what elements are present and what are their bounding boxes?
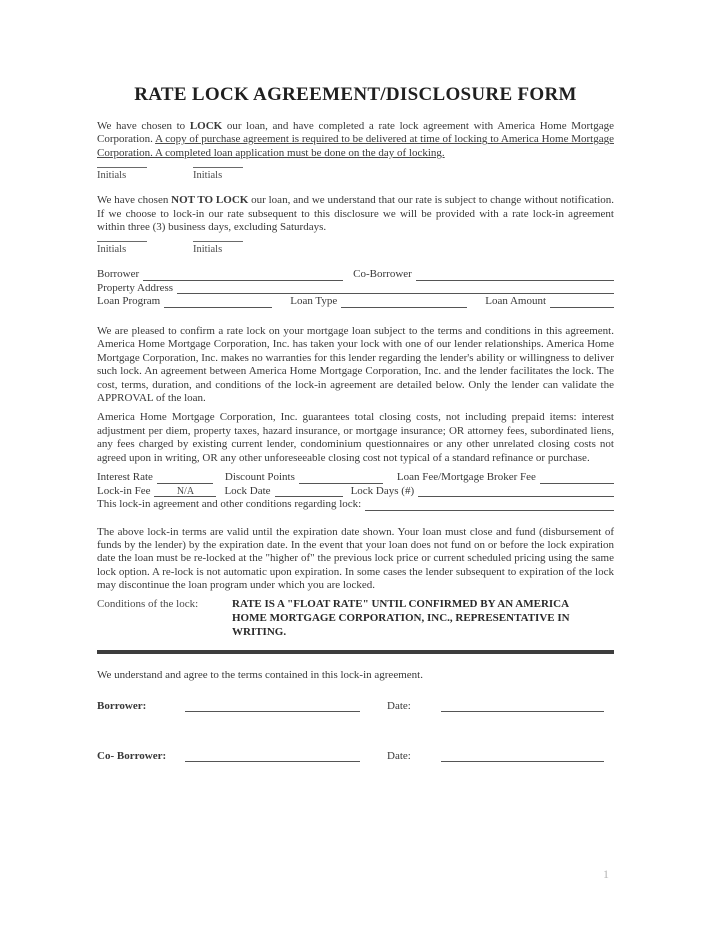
co-borrower-date-line	[441, 751, 604, 762]
co-borrower-signature-line	[185, 751, 360, 762]
rate-terms-row	[97, 471, 614, 484]
page-number: 1	[603, 867, 609, 881]
lock-paragraph-mid: our loan, and have completed a rate lock agreement with America Home Mortgage Corporation.	[97, 120, 614, 146]
other-conditions-label: This lock-in agreement and other conditions regarding lock:	[97, 498, 362, 510]
loan-info-row	[97, 295, 614, 308]
lock-date-blank-line	[275, 486, 343, 497]
paragraph-closing-costs: America Home Mortgage Corporation, Inc. guarantees total closing costs, not including prepaid items: interest adjustment per diem, property taxes, hazard insurance, or mortgage insurance; OR attorney fees, subordinated liens, any fees charged by existing current lender, condominium questionnaires or any other unrelated closing costs not agreed upon in writing, OR any other unforeseeable closing cost not typical of a standard refinance or purchase.	[97, 411, 614, 464]
initials-label: Initials	[193, 170, 223, 182]
property-address-row	[97, 282, 614, 295]
conditions-of-lock-text: RATE IS A "FLOAT RATE" UNTIL CONFIRMED BY AN AMERICA HOME MORTGAGE CORPORATION, INC., REPRESENTATIVE IN WRITING.	[232, 597, 570, 638]
borrower-signature-label: Borrower:	[97, 699, 147, 712]
loan-amount-label: Loan Amount	[485, 295, 547, 308]
lock-paragraph-pre: We have chosen to	[97, 120, 190, 132]
lock-in-fee-label: Lock-in Fee	[97, 484, 151, 497]
borrower-blank-line	[143, 270, 343, 281]
interest-rate-blank-line	[157, 473, 213, 484]
initials-label: Initials	[193, 244, 223, 256]
paragraph-not-lock-choice	[97, 194, 614, 234]
co-borrower-signature-label: Co- Borrower:	[97, 749, 167, 762]
discount-points-blank-line	[299, 473, 383, 484]
loan-amount-blank-line	[550, 297, 614, 308]
initials-field	[193, 167, 243, 181]
interest-rate-label: Interest Rate	[97, 471, 153, 483]
initials-field	[97, 241, 147, 255]
lock-keyword: LOCK	[189, 120, 223, 132]
property-address-label: Property Address	[97, 281, 174, 294]
co-borrower-signature-row	[97, 750, 614, 762]
discount-points-label: Discount Points	[224, 471, 295, 483]
paragraph-rate-lock-confirmation: We are pleased to confirm a rate lock on your mortgage loan subject to the terms and conditions in this agreement. America Home Mortgage Corporation, Inc. has taken your lock with one of our lender relationships. America Home Mortgage Corporation, Inc. makes no warranties for this lender regarding the lender's ability or willingness to deliver such lock. An agreement between America Home Mortgage Corporation, Inc. and the lender facilitates the lock. The cost, terms, duration, and conditions of the lock-in agreement are detailed below. Only the lender can validate the APPROVAL of the loan.	[97, 324, 614, 404]
co-borrower-label: Co-Borrower	[353, 268, 412, 281]
loan-fee-label: Loan Fee/Mortgage Broker Fee	[396, 471, 536, 483]
borrower-label: Borrower	[97, 268, 140, 281]
borrower-row	[97, 268, 614, 281]
paragraph-lock-choice	[97, 120, 614, 160]
section-divider-rule	[97, 650, 614, 654]
initials-field	[97, 167, 147, 181]
date-label: Date:	[387, 699, 411, 712]
other-conditions-blank-line	[365, 500, 614, 511]
conditions-of-lock-section	[97, 597, 614, 639]
initials-label: Initials	[97, 170, 127, 182]
lock-paragraph-underlined: A copy of purchase agreement is required to be delivered at time of locking to America Home Mortgage Corporation. A completed loan application must be done on the day of locking.	[97, 133, 614, 159]
lock-in-fee-value: N/A	[176, 486, 195, 497]
lock-terms-row	[97, 485, 614, 498]
loan-type-label: Loan Type	[290, 295, 338, 308]
paragraph-expiration-terms: The above lock-in terms are valid until the expiration date shown. Your loan must close and fund (disbursement of funds by the lender) by the expiration date. In the event that your loan does not fund on or before the lock expiration date the loan must be re-locked at the "higher of" the previous lock price or current scheduled pricing using the same lock option. A re-lock is not automatic upon expiration. In some cases the lender subsequent to expiration of the lock may discontinue the loan program under which you are locked.	[97, 525, 614, 592]
lock-days-blank-line	[418, 486, 614, 497]
property-address-blank-line	[177, 283, 614, 294]
lock-days-label: Lock Days (#)	[350, 484, 415, 497]
not-lock-paragraph-pre: We have chosen	[97, 194, 172, 207]
other-conditions-row	[97, 498, 614, 511]
loan-program-blank-line	[164, 297, 272, 308]
borrower-signature-row	[97, 700, 614, 712]
initials-block-lock	[97, 167, 614, 181]
loan-fee-blank-line	[540, 473, 614, 484]
borrower-date-line	[441, 701, 604, 712]
borrower-signature-line	[185, 701, 360, 712]
loan-program-label: Loan Program	[97, 295, 161, 308]
document-page	[97, 84, 614, 762]
agreement-statement: We understand and agree to the terms contained in this lock-in agreement.	[97, 668, 423, 681]
loan-type-blank-line	[341, 297, 467, 308]
not-lock-paragraph-post: our loan, and we understand that our rate is subject to change without notification. If we choose to lock-in our rate subsequent to this disclosure we will be provided with a rate lock-in agreement within three (3) business days, excluding Saturdays.	[97, 194, 614, 234]
conditions-of-lock-label: Conditions of the lock:	[97, 597, 199, 610]
co-borrower-blank-line	[416, 270, 614, 281]
lock-date-label: Lock Date	[224, 484, 271, 497]
initials-label: Initials	[97, 244, 127, 256]
date-label: Date:	[387, 749, 411, 762]
initials-field	[193, 241, 243, 255]
initials-block-not-lock	[97, 241, 614, 255]
not-to-lock-keyword: NOT TO LOCK	[171, 194, 249, 207]
page-title: RATE LOCK AGREEMENT/DISCLOSURE FORM	[134, 84, 577, 105]
lock-in-fee-blank-line	[154, 486, 216, 497]
